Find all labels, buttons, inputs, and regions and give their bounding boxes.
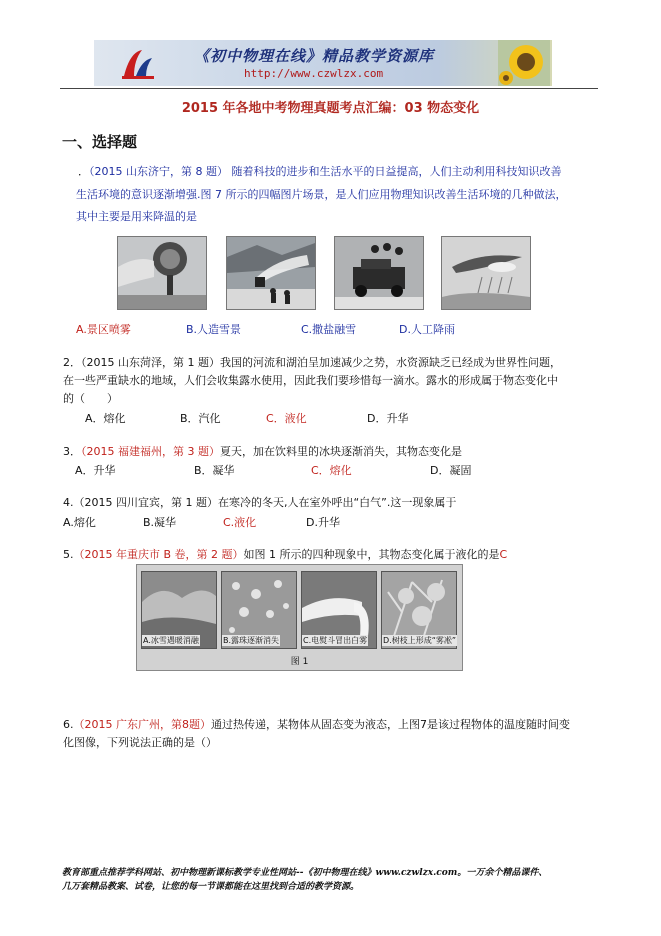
section-heading: 一、选择题	[62, 133, 138, 151]
question-2-option-d: D．升华	[367, 412, 409, 425]
question-1-text: 随着科技的进步和生活水平的日益提高，人们主动利用科技知识改善	[231, 165, 562, 178]
question-2-option-b: B．汽化	[180, 412, 221, 425]
question-6-line-2: 化图像，下列说法正确的是（）	[63, 736, 217, 749]
question-4-option-d: D.升华	[306, 516, 340, 529]
question-1-option-a: A.景区喷雾	[76, 323, 131, 336]
question-3-option-a: A．升华	[75, 464, 116, 477]
photo-artificial-snow	[226, 236, 316, 310]
question-1-option-d: D.人工降雨	[399, 323, 455, 336]
page-footer	[62, 866, 547, 894]
question-5-answer: C	[499, 548, 508, 561]
question-6-number: 6.	[63, 718, 74, 731]
document-title: 2015 年各地中考物理真题考点汇编：03 物态变化	[181, 101, 480, 116]
question-3-number: 3．	[63, 445, 81, 458]
question-3-option-c: C．熔化	[311, 464, 352, 477]
question-6-line-1	[63, 718, 570, 732]
figure-1-caption-c: C.电熨斗冒出白雾	[303, 636, 368, 645]
question-2-line-3: 的（ ）	[63, 392, 118, 405]
question-1-option-c: C.撒盐融雪	[301, 323, 357, 336]
figure-1-caption-b: B.露珠逐渐消失	[223, 636, 280, 645]
question-1-option-b: B.人造雪景	[186, 323, 242, 336]
figure-1-caption-a: A.冰雪遇暖消融	[143, 636, 199, 645]
question-2-option-a: A．熔化	[85, 412, 126, 425]
question-2-option-c: C．液化	[266, 412, 307, 425]
question-4-option-b: B.凝华	[143, 516, 177, 529]
question-3-source: （2015 福建福州，第 3 题）	[81, 445, 220, 458]
photo-salt-melting-snow	[334, 236, 424, 310]
question-2-line-2: 在一些严重缺水的地域，人们会收集露水使用，因此我们要珍惜每一滴水。露水的形成属于物态变化中	[63, 374, 558, 387]
question-5-line-1	[63, 548, 507, 562]
question-1-line-1	[78, 165, 561, 179]
figure-1	[136, 564, 463, 671]
footer-line-1: 教育部重点推荐学科网站、初中物理新课标教学专业性网站--《初中物理在线》www.czwlzx.com。一万余个精品课件、	[62, 868, 548, 878]
question-5-text: 如图 1 所示的四种现象中，其物态变化属于液化的是	[243, 548, 500, 561]
header-banner	[94, 40, 552, 86]
question-1-source: （2015 山东济宁，第 8 题）	[89, 165, 228, 178]
site-logo-icon	[120, 46, 156, 82]
question-5-source: （2015 年重庆市 B 卷，第 2 题）	[73, 548, 244, 561]
question-3-line-1	[63, 445, 462, 459]
question-5-number: 5.	[63, 548, 74, 561]
question-1-number: ．	[78, 165, 89, 178]
question-3-text: 夏天，加在饮料里的冰块逐渐消失，其物态变化是	[219, 445, 462, 458]
header-rule	[60, 88, 598, 89]
question-6-source: （2015 广东广州，第8题）	[73, 718, 211, 731]
sunflower-icon	[498, 40, 550, 86]
figure-1-label: 图 1	[290, 657, 309, 667]
photo-artificial-rain	[441, 236, 531, 310]
question-4-option-a: A.熔化	[63, 516, 96, 529]
question-6-text: 通过热传递，某物体从固态变为液态，上图7是该过程物体的温度随时间变	[211, 718, 570, 731]
banner-title: 《初中物理在线》精品教学资源库	[194, 47, 435, 65]
question-2-line-1: 2．（2015 山东菏泽，第 1 题）我国的河流和湖泊呈加速减少之势，水资源缺乏已经成为世界性问题，	[63, 356, 561, 369]
question-1-line-2: 生活环境的意识逐渐增强.图 7 所示的四幅图片场景，是人们应用物理知识改善生活环境的几种做法，	[76, 188, 567, 201]
figure-1-caption-d: D.树枝上形成“雾凇”	[383, 636, 456, 645]
question-3-option-d: D．凝固	[430, 464, 472, 477]
question-4-line-1: 4.（2015 四川宜宾，第 1 题）在寒冷的冬天,人在室外呼出“白气”.这一现象属于	[63, 496, 457, 509]
question-1-line-3: 其中主要是用来降温的是	[76, 210, 197, 223]
footer-line-2: 几万套精品教案、试卷，让您的每一节课都能在这里找到合适的教学资源。	[62, 882, 360, 892]
photo-scenic-spray	[117, 236, 207, 310]
banner-url: http://www.czwlzx.com	[244, 67, 384, 80]
question-4-option-c: C.液化	[223, 516, 257, 529]
question-3-option-b: B．凝华	[194, 464, 235, 477]
